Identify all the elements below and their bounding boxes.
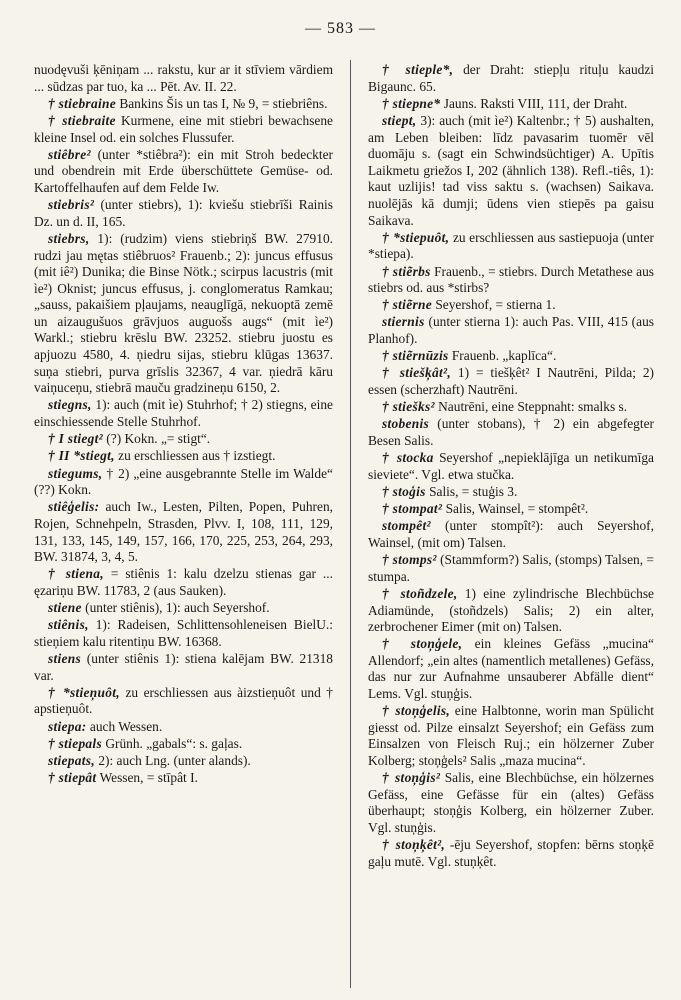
dictionary-entry <box>368 703 654 769</box>
entry-text: (unter stobans), † 2) ein abgefegter Besen Salis. <box>368 416 654 448</box>
entry-headword: stiens <box>48 651 82 667</box>
entry-text: Salis, = stuģis 3. <box>429 483 518 499</box>
entry-text: Frauenb., = stiebrs. Durch Metathese aus stiebrs od. aus *stirbs? <box>368 263 654 296</box>
entry-text: Seyershof, = stierna 1. <box>435 297 556 313</box>
entry-headword: † stiešķât², <box>382 365 452 381</box>
entry-headword: stiêbre² <box>48 146 91 162</box>
dictionary-entry <box>368 450 654 483</box>
entry-text: Salis, Wainsel, = stompêt². <box>445 501 589 517</box>
entry-text: Bankins Šis un tas I, № 9, = stiebriêns. <box>119 95 328 111</box>
dictionary-entry <box>368 770 654 836</box>
dictionary-entry <box>368 264 654 297</box>
dictionary-entry <box>34 397 333 430</box>
entry-headword: † stieple*, <box>382 62 454 77</box>
entry-headword: † stiebraite <box>48 112 116 128</box>
entry-headword: † *stieņuôt, <box>48 684 120 700</box>
column-divider <box>350 60 351 988</box>
entry-headword: † stiešks² <box>382 399 435 415</box>
entry-headword: † II *stiegt, <box>48 448 115 464</box>
entry-headword: stiene <box>48 600 82 616</box>
entry-text: zu erschliessen aus sastiepuoja (unter *stiepa). <box>368 229 654 262</box>
entry-headword: stiebrs, <box>48 230 90 246</box>
entry-text: Wessen, = stīpât I. <box>99 770 198 786</box>
dictionary-entry <box>368 552 654 585</box>
entry-text: 1) = tiešķêt² I Nautrēni, Pilda; 2) essen (scherzhaft) Nautrēni. <box>368 365 654 398</box>
entry-text: auch Wessen. <box>89 718 163 734</box>
dictionary-entry <box>34 499 333 565</box>
entry-text: (unter stiênis 1): stiena kalējam BW. 21318 var. <box>34 651 333 683</box>
dictionary-entry <box>368 96 654 113</box>
entry-headword: stiêģelis: <box>48 499 100 515</box>
entry-text: auch Iw., Lesten, Pilten, Popen, Puhren, Rojen, Schnehpeln, Strasden, Plvv. I, 108, 111, 129, 131, 133, 145, 149, 157, 166, 170, 225, 253, 264, 293, BW. 31874, 3, 4, 5. <box>34 499 333 565</box>
dictionary-entry <box>368 113 654 229</box>
entry-headword: stiepa: <box>48 718 87 734</box>
entry-headword: † stoņģelis, <box>382 703 451 719</box>
entry-headword: † stiebraine <box>48 95 116 111</box>
entry-headword: † stoņķêt², <box>382 837 446 853</box>
entry-text: 3): auch (mit ìe²) Kaltenbr.; † 5) aushalten, am Leben bleiben: līdz pavasarim tuomēr vēl duomāju s. (sagt ein Schwindsüchtiger) A. Upītis Laikmetu griežos I, 202 (ähnlich 138). Refl.-tiês, 1): kaut uzlijis! tad viss saktu s. (wachsen) Saikava. nuolējās kā dumji; ūdens vien stiepēs pa gaisu Saikava. <box>368 112 654 228</box>
entry-headword: stiênis, <box>48 617 89 633</box>
dictionary-entry <box>34 147 333 197</box>
page-number: — 583 — <box>305 20 376 37</box>
entry-headword: † stoģis <box>382 483 426 499</box>
dictionary-entry <box>368 230 654 263</box>
dictionary-entry <box>34 566 333 599</box>
dictionary-entry <box>34 651 333 684</box>
dictionary-entry <box>368 416 654 449</box>
entry-text: † 2) „eine ausgebrannte Stelle im Walde“ (??) Kokn. <box>34 465 333 498</box>
entry-headword: stiernis <box>382 314 425 330</box>
dictionary-entry <box>34 62 333 95</box>
dictionary-entry <box>34 600 333 617</box>
entry-headword: † stoņģis² <box>382 770 441 786</box>
entry-headword: stiegums, <box>48 465 103 481</box>
entry-text: -ēju Seyershof, stopfen: bērns stoņķē gaļu mutē. Vgl. stuņķêt. <box>368 837 654 869</box>
entry-headword: † stiẽrnūzis <box>382 348 449 364</box>
dictionary-entry <box>368 365 654 398</box>
entry-headword: † stiepne* <box>382 95 441 111</box>
dictionary-entry <box>368 837 654 870</box>
entry-text: (unter *stiêbra²): ein mit Stroh bedeckter und obendrein mit Erde überschüttete Gemüse- od. Kartoffelhaufen auf dem Felde Iw. <box>34 146 333 195</box>
entry-text: = stiênis 1: kalu dzelzu stienas gar ... ęzariņu BW. 11783, 2 (aus Sauken). <box>34 566 333 598</box>
entry-text: Frauenb. „kaplīca“. <box>451 348 557 364</box>
entry-headword: stiegns, <box>48 397 92 413</box>
dictionary-entry <box>34 685 333 718</box>
dictionary-entry <box>368 518 654 551</box>
entry-headword: stompêt² <box>382 518 431 534</box>
dictionary-entry <box>368 297 654 314</box>
entry-headword: † stoñdzele, <box>382 585 458 601</box>
entry-text: (unter stiebrs), 1): kviešu stiebrīši Rainis Dz. un d. II, 165. <box>34 197 333 229</box>
entry-text: Jauns. Raksti VIII, 111, der Draht. <box>443 95 628 111</box>
entry-headword: stiepats, <box>48 753 95 769</box>
entry-text: (Stammform?) Salis, (stomps) Talsen, = stumpa. <box>368 552 654 584</box>
left-column <box>34 62 333 787</box>
entry-text: 1) eine zylindrische Blechbüchse Adiamünde, (stoñdzels) Salis; 2) ein alter, zerbrochener Eimer (mit on) Talsen. <box>368 585 654 635</box>
entry-text: 1): Radeisen, Schlittensohleneisen BielU.: stieņiem kalu ritentiņu BW. 16368. <box>34 617 333 649</box>
dictionary-entry <box>34 431 333 448</box>
dictionary-entry <box>368 501 654 518</box>
entry-text: Salis, eine Blechbüchse, ein hölzernes Gefäss, eine Gefässe für ein (altes) Gefäss überhaupt; stoņģis Kolberg, ein hölzerner Zuber. Vgl. stuņģis. <box>368 770 654 835</box>
entry-text: (unter stierna 1): auch Pas. VIII, 415 (aus Planhof). <box>368 314 654 347</box>
right-column <box>368 62 654 871</box>
entry-text: (unter stompît²): auch Seyershof, Wainsel, (mit om) Talsen. <box>368 518 654 550</box>
entry-headword: † I stiegt² <box>48 431 103 447</box>
entry-text: 2): auch Lng. (unter alands). <box>98 753 251 769</box>
entry-headword: † stiẽrne <box>382 297 432 313</box>
entry-headword: † *stiepuôt, <box>382 229 450 245</box>
dictionary-entry <box>368 314 654 347</box>
entry-headword: stobenis <box>382 416 430 432</box>
entry-headword: † stiẽrbs <box>382 263 431 279</box>
entry-text: Seyershof „nepieklājīga un netikumīga sieviete“. Vgl. etwa stučka. <box>368 450 654 482</box>
dictionary-entry <box>368 348 654 365</box>
dictionary-entry <box>34 770 333 787</box>
entry-text: Nautrēni, eine Steppnaht: smalks s. <box>438 399 628 415</box>
entry-headword: † stiena, <box>48 566 104 582</box>
entry-text: zu erschliessen aus àizstieņuôt und † apstieņuôt. <box>34 684 333 717</box>
dictionary-entry <box>34 617 333 650</box>
entry-text: Grünh. „gabals“: s. gaļas. <box>105 735 243 751</box>
dictionary-entry <box>368 586 654 636</box>
entry-headword: † stiepât <box>48 770 97 786</box>
entry-text: der Draht: stiepļu rituļu kaudzi Bigaunc. 65. <box>368 62 655 94</box>
entry-text: Kurmene, eine mit stiebri bewachsene kleine Insel od. ein solches Flussufer. <box>34 112 333 145</box>
dictionary-entry <box>34 736 333 753</box>
entry-text: ein kleines Gefäss „mucina“ Allendorf; „ein altes (namentlich metallenes) Gefäss, das nur zur Aufnahme unsauberer Abfälle dient“ Lems. Vgl. stuņģis. <box>368 636 654 702</box>
entry-text: 1): auch (mit ìe) Stuhrhof; † 2) stiegns, eine einschiessende Stelle Stuhrhof. <box>34 397 333 430</box>
dictionary-entry <box>34 197 333 230</box>
entry-text: zu erschliessen aus † izstiegt. <box>118 448 276 464</box>
entry-headword: † stomps² <box>382 552 437 568</box>
entry-headword: stiept, <box>382 112 417 128</box>
dictionary-entry <box>34 466 333 499</box>
dictionary-entry <box>34 753 333 770</box>
dictionary-entry <box>368 484 654 501</box>
dictionary-entry <box>34 113 333 146</box>
entry-text: (?) Kokn. „= stigt“. <box>106 431 211 447</box>
entry-text: 1): (rudzim) viens stiebriņš BW. 27910. rudzi jau mętas stiêbruos² Frauenb.; 2): juncus effusus (mit iê²) Dunika; die Binse Nötk.; scirpus lacustris (mit ìe²) Oknist; juncus effusus, j. conglomeratus Ramkau; „sauss, pakaišiem pļaujams, neauglīgā, nekuoptā zemē un aizaugušuos grāvjuos auguošs augs“ (mit ìe²) Warkl.; stiebru krēslu BW. 23252. stiebru juostu es apjuozu 4580, 4. ņiedru sijas, stiebru klūgas 13637. suņa stiebri, purva grīslis 32367, 4 var. ņiedrā kāru vaiņuceņu, stiebrā mauču gradzineņu 6150, 2. <box>34 230 333 396</box>
entry-text: eine Halbtonne, worin man Spülicht giesst od. Pilze einsalzt Seyershof; ein Gefäss zum Einsalzen von Fleisch Ruj.; ein hölzerner Zuber Kolberg; stoņģels² Salis „maza mucina“. <box>368 703 654 769</box>
entry-headword: stiebris² <box>48 197 95 213</box>
dictionary-entry <box>34 448 333 465</box>
dictionary-entry <box>34 231 333 397</box>
entry-headword: † stiepals <box>48 735 102 751</box>
dictionary-entry <box>368 62 654 95</box>
entry-text: (unter stiênis), 1): auch Seyershof. <box>85 600 270 616</box>
entry-headword: † stompat² <box>382 501 443 517</box>
dictionary-entry <box>34 96 333 113</box>
entry-headword: † stocka <box>382 450 434 466</box>
dictionary-entry <box>368 399 654 416</box>
entry-headword: † stoņģele, <box>382 636 463 652</box>
dictionary-entry <box>368 636 654 702</box>
dictionary-entry <box>34 719 333 736</box>
entry-text: nuodęvuši ķēniņam ... rakstu, kur ar it stīviem vārdiem ... sūdzas par tuo, ka ... Pēt. Av. II. 22. <box>34 62 333 94</box>
